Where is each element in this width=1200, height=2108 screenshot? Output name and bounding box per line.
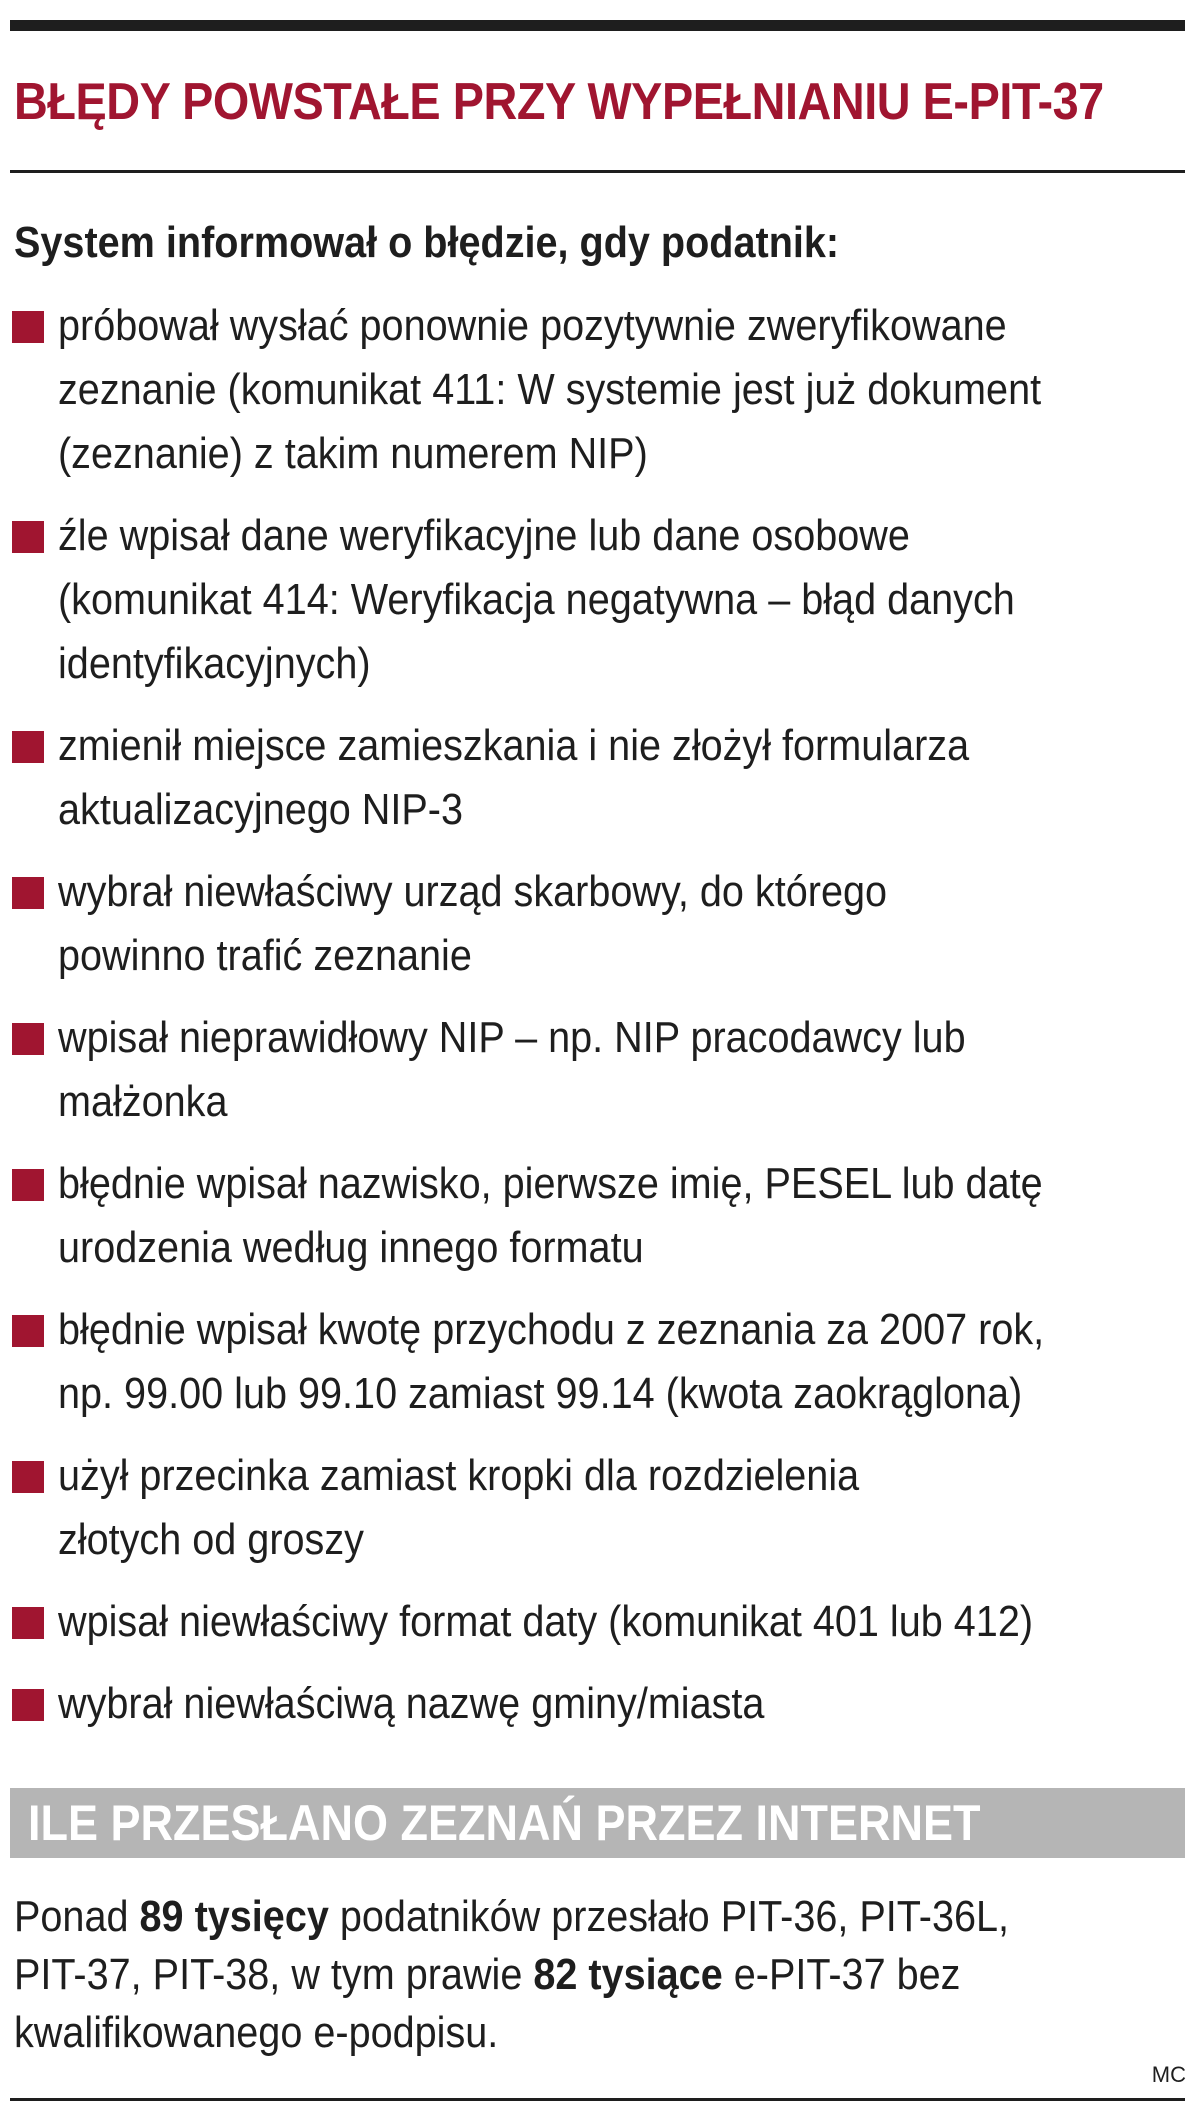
list-item [10,1006,1185,1134]
list-item-text: błędnie wpisał nazwisko, pierwsze imię, PESEL lub datę urodzenia według innego formatu [58,1159,1043,1272]
summary-text: kwalifikowanego e-podpisu. [14,2008,499,2057]
list-item [10,860,1185,988]
square-bullet-icon [12,1461,44,1493]
list-item-text: wpisał nieprawidłowy NIP – np. NIP pracodawcy lub małżonka [58,1013,966,1126]
square-bullet-icon [12,877,44,909]
square-bullet-icon [12,1689,44,1721]
square-bullet-icon [12,1315,44,1347]
square-bullet-icon [12,311,44,343]
list-item [10,1672,1185,1736]
error-list [10,294,1185,1754]
list-item [10,714,1185,842]
list-item-text: zmienił miejsce zamieszkania i nie złożył formularza aktualizacyjnego NIP-3 [58,721,970,834]
list-item-text: błędnie wpisał kwotę przychodu z zeznania za 2007 rok, np. 99.00 lub 99.10 zamiast 99.14 (kwota zaokrąglona) [58,1305,1045,1418]
square-bullet-icon [12,1607,44,1639]
summary-paragraph [14,1888,1139,2062]
summary-text: PIT-37, PIT-38, w tym prawie [14,1950,534,1999]
list-item-text: wybrał niewłaściwy urząd skarbowy, do którego powinno trafić zeznanie [58,867,888,980]
square-bullet-icon [12,731,44,763]
section-header-bar [10,1788,1185,1858]
list-item [10,1590,1185,1654]
summary-text: Ponad [14,1892,140,1941]
list-item [10,1298,1185,1426]
list-item-text: źle wpisał dane weryfikacyjne lub dane osobowe (komunikat 414: Weryfikacja negatywna – błąd danych identyfikacyjnych) [58,511,1015,688]
list-item-text: wpisał niewłaściwy format daty (komunikat 401 lub 412) [58,1597,1034,1646]
bottom-rule [10,2098,1185,2101]
section-title: ILE PRZESŁANO ZEZNAŃ PRZEZ INTERNET [28,1795,981,1851]
square-bullet-icon [12,521,44,553]
list-item-text: próbował wysłać ponownie pozytywnie zweryfikowane zeznanie (komunikat 411: W systemie jest już dokument (zeznanie) z takim numerem NIP) [58,301,1042,478]
list-item [10,294,1185,486]
list-item-text: wybrał niewłaściwą nazwę gminy/miasta [58,1679,765,1728]
intro-text: System informował o błędzie, gdy podatnik: [14,218,840,267]
list-item [10,1152,1185,1280]
title-divider [10,170,1185,173]
summary-text: e-PIT-37 bez [722,1950,961,1999]
top-rule [10,20,1185,31]
summary-text: podatników przesłało PIT-36, PIT-36L, [328,1892,1010,1941]
list-item [10,1444,1185,1572]
summary-highlight: 82 tysiące [533,1950,723,1999]
square-bullet-icon [12,1023,44,1055]
list-item-text: użył przecinka zamiast kropki dla rozdzielenia złotych od groszy [58,1451,860,1564]
summary-highlight: 89 tysięcy [139,1892,329,1941]
infographic-title: BŁĘDY POWSTAŁE PRZY WYPEŁNIANIU E-PIT-37 [14,73,1104,131]
list-item [10,504,1185,696]
square-bullet-icon [12,1169,44,1201]
source-credit: MC [1151,2062,1186,2087]
